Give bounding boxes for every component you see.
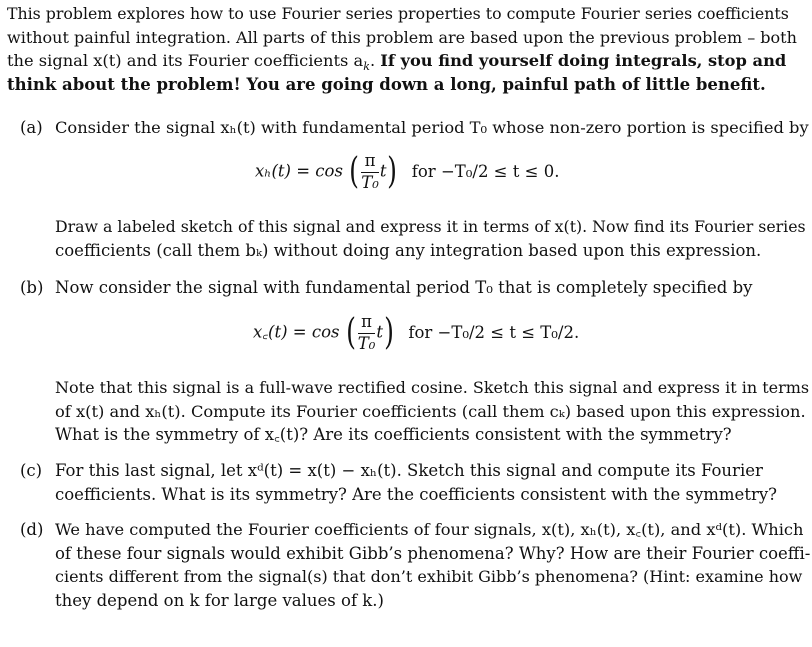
part-a-line-1: Consider the signal xₕ(t) with fundamental period T₀ whose non-zero portion is specified by	[55, 118, 809, 137]
part-a-equation: xₕ(t) = cos ( $\frac{\pi}{\text{T₀}}$ t) for −T₀/2 ≤ t ≤ 0.	[255, 151, 560, 192]
part-a-line-2: Draw a labeled sketch of this signal and express it in terms of x(t). Now find its Fourier series	[55, 217, 806, 236]
part-c-line-1: For this last signal, let xᵈ(t) = x(t) − xₕ(t). Sketch this signal and compute its Fourier	[55, 461, 763, 480]
intro-line-1: This problem explores how to use Fourier series properties to compute Fourier series coefficients	[7, 4, 789, 23]
part-c-line-2: coefficients. What is its symmetry? Are the coefficients consistent with the symmetry?	[55, 484, 778, 504]
part-d-label: (d)	[20, 520, 44, 539]
part-b-line-3: of x(t) and xₕ(t). Compute its Fourier coefficients (call them cₖ) based upon this expression.	[55, 401, 806, 421]
part-d-line-1: We have computed the Fourier coefficients of four signals, x(t), xₕ(t), x꜀(t), and xᵈ(t). Which	[55, 520, 804, 539]
part-a-line-3: coefficients (call them bₖ) without doing any integration based upon this expression.	[55, 240, 762, 260]
part-c-label: (c)	[20, 461, 43, 480]
part-b-equation: x꜀(t) = cos ( $\frac{\pi}{\text{T₀}}$ t) for −T₀/2 ≤ t ≤ T₀/2.	[253, 312, 580, 353]
part-b-line-2: Note that this signal is a full-wave rectified cosine. Sketch this signal and express it in terms	[55, 378, 810, 397]
part-b-line-1: Now consider the signal with fundamental period T₀ that is completely specified by	[55, 278, 753, 297]
intro-line-2: without painful integration. All parts of this problem are based upon the previous problem – both	[7, 27, 797, 47]
intro-line-4: think about the problem! You are going down a long, painful path of little benefit.	[7, 74, 766, 94]
part-b-line-4: What is the symmetry of x꜀(t)? Are its coefficients consistent with the symmetry?	[55, 425, 732, 444]
problem-intro	[7, 2, 797, 96]
part-a-body	[55, 116, 810, 140]
part-d-line-4: they depend on k for large values of k.)	[55, 590, 384, 610]
part-d-line-2: of these four signals would exhibit Gibb’s phenomena? Why? How are their Fourier coeffi-	[55, 543, 811, 563]
part-a-label: (a)	[20, 118, 43, 137]
part-b-label: (b)	[20, 278, 44, 297]
intro-line-3: the signal x(t) and its Fourier coefficients $a_k$. If you find yourself doing integrals, stop and	[7, 51, 787, 73]
part-d-line-3: cients different from the signal(s) that don’t exhibit Gibb’s phenomena? (Hint: examine how	[55, 567, 803, 586]
